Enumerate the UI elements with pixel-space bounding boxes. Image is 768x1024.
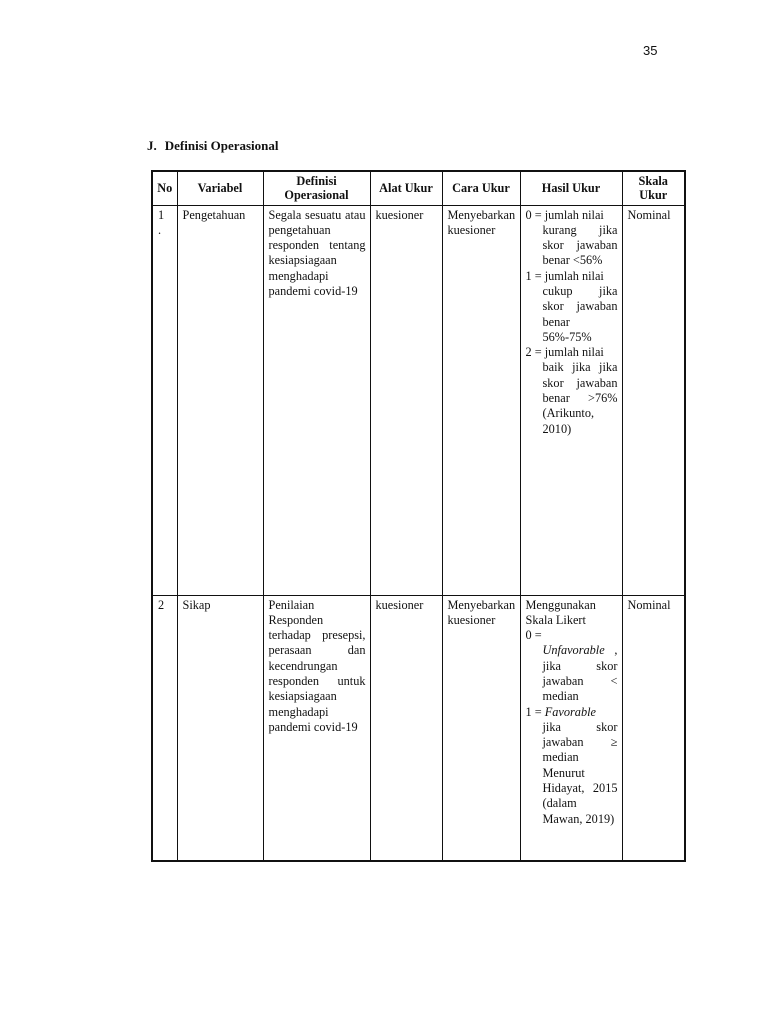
variabel-cell: Pengetahuan xyxy=(177,205,263,595)
table-row xyxy=(152,595,685,861)
definisi-cell: Segala sesuatu atau pengetahuan responden tentang kesiapsiagaan menghadapi pandemi covid-19 xyxy=(263,205,370,595)
section-heading xyxy=(147,138,279,154)
row-number-cell xyxy=(152,205,177,595)
row-number: 2 xyxy=(158,597,165,612)
skala-ukur-cell: Nominal xyxy=(622,205,685,595)
hasil-ukur-cell xyxy=(520,205,622,595)
page-number: 35 xyxy=(643,43,658,58)
header-alat-ukur: Alat Ukur xyxy=(370,171,442,205)
hasil-item-lead: 0 = xyxy=(525,628,542,643)
hasil-item-lead: 1 = xyxy=(525,704,542,719)
hasil-item-text: baik jika jika skor jawaban benar >76% (Arikunto, 2010) xyxy=(542,360,618,436)
variabel-cell: Sikap xyxy=(177,595,263,861)
section-title: Definisi Operasional xyxy=(164,138,279,153)
row-number-suffix: . xyxy=(158,222,162,237)
row-number-cell xyxy=(152,595,177,861)
header-definisi-operasional: Definisi Operasional xyxy=(263,171,370,205)
hasil-item-text: jika skor jawaban ≥ median Menurut Hidayat, 2015 (dalam Mawan, 2019) xyxy=(542,719,618,826)
hasil-term-unfavorable: Unfavorable xyxy=(542,643,605,658)
definisi-cell: Penilaian Responden terhadap presepsi, perasaan dan kecendrungan responden untuk kesiapsiagaan menghadapi pandemi covid-19 xyxy=(263,595,370,861)
hasil-item-lead: 0 = jumlah nilai xyxy=(525,207,604,222)
hasil-item xyxy=(526,345,618,437)
section-number: J. xyxy=(147,138,157,153)
hasil-intro: Menggunakan Skala Likert xyxy=(525,597,596,627)
alat-ukur-cell: kuesioner xyxy=(370,205,442,595)
hasil-item-text: kurang jika skor jawaban benar <56% xyxy=(542,222,618,268)
hasil-item xyxy=(526,269,618,345)
skala-ukur-cell: Nominal xyxy=(622,595,685,861)
hasil-ukur-cell xyxy=(520,595,622,861)
definisi-operasional-table xyxy=(151,170,686,862)
header-no: No xyxy=(152,171,177,205)
hasil-term-favorable: Favorable xyxy=(544,704,596,719)
table-row xyxy=(152,205,685,595)
hasil-item xyxy=(526,208,618,269)
header-skala-ukur: Skala Ukur xyxy=(622,171,685,205)
header-variabel: Variabel xyxy=(177,171,263,205)
hasil-item-rest: , jika skor jawaban < median xyxy=(542,643,618,704)
table-header-row xyxy=(152,171,685,205)
header-cara-ukur: Cara Ukur xyxy=(442,171,520,205)
hasil-item-lead: 2 = jumlah nilai xyxy=(525,345,604,360)
hasil-item-lead: 1 = jumlah nilai xyxy=(525,268,604,283)
row-number: 1 xyxy=(158,207,165,222)
cara-ukur-cell: Menyebarkan kuesioner xyxy=(442,595,520,861)
alat-ukur-cell: kuesioner xyxy=(370,595,442,861)
cara-ukur-cell: Menyebarkan kuesioner xyxy=(442,205,520,595)
hasil-item-lead-favorable xyxy=(526,705,618,720)
hasil-item-text xyxy=(526,643,618,704)
header-hasil-ukur: Hasil Ukur xyxy=(520,171,622,205)
hasil-item-text: cukup jika skor jawaban benar 56%-75% xyxy=(542,283,618,344)
